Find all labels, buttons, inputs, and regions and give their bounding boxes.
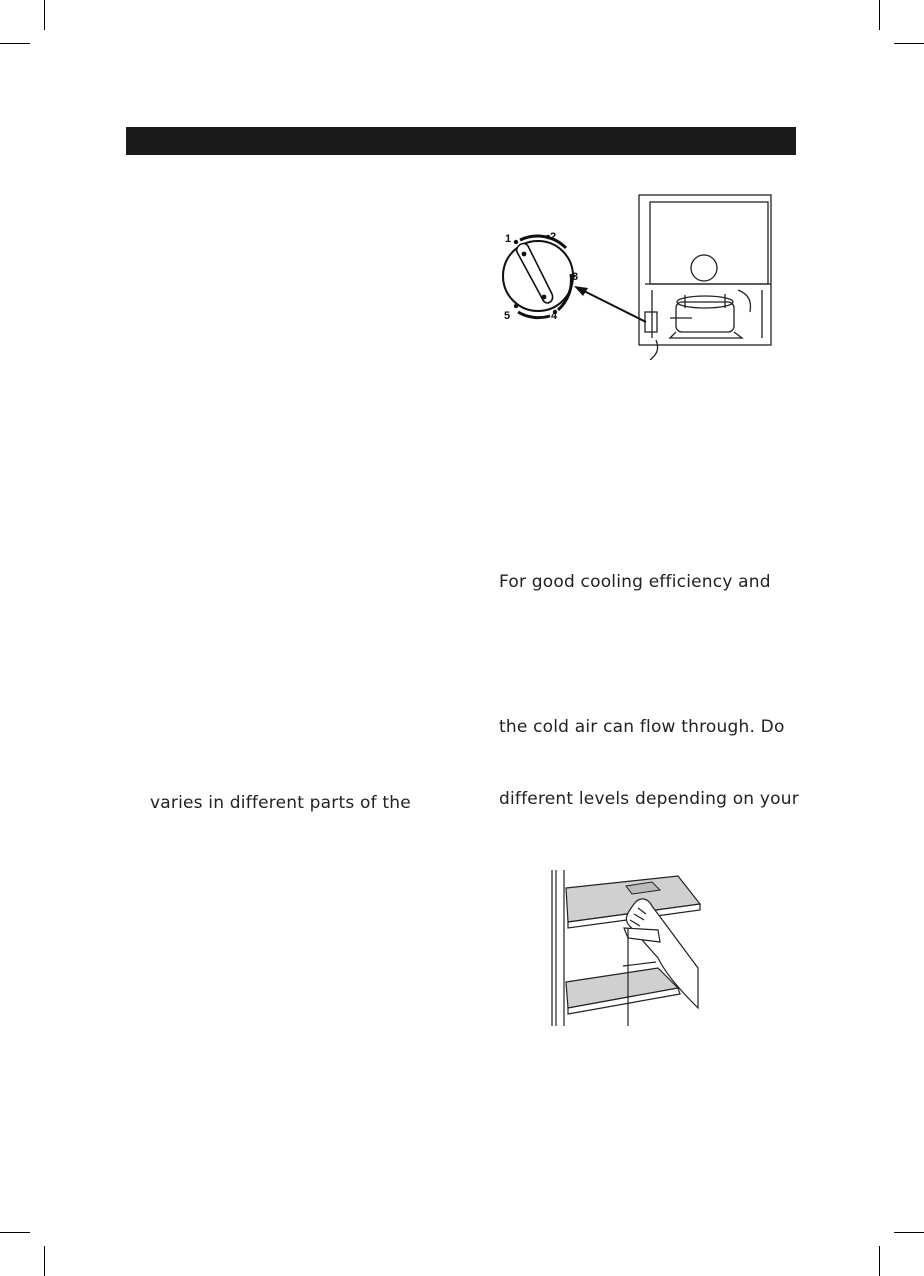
shelf-adjust-figure xyxy=(548,868,708,1030)
crop-mark-bottom-left-h xyxy=(0,1232,30,1233)
right-text-line-2: the cold air can flow through. Do xyxy=(499,717,785,737)
crop-mark-bottom-right-h xyxy=(894,1232,924,1233)
dial-label-5: 5 xyxy=(504,310,511,322)
dial-label-1: 1 xyxy=(505,233,512,245)
crop-mark-top-left-h xyxy=(0,43,30,44)
crop-mark-top-right-v xyxy=(879,0,880,30)
dial-label-2: 2 xyxy=(550,231,557,243)
right-text-line-1: For good cooling efficiency and xyxy=(499,572,771,592)
thermostat-figure xyxy=(480,190,780,360)
dial-label-4: 4 xyxy=(551,310,558,322)
fridge-back-illustration xyxy=(639,195,771,360)
thermostat-dial xyxy=(503,231,578,322)
dial-label-3: 3 xyxy=(572,271,579,283)
section-header-bar xyxy=(126,127,796,155)
lower-shelf xyxy=(566,962,680,1014)
crop-mark-bottom-right-v xyxy=(879,1246,880,1276)
right-text-line-3: different levels depending on your xyxy=(499,789,799,809)
pointer-arrow xyxy=(574,286,646,322)
crop-mark-top-left-v xyxy=(44,0,45,30)
crop-mark-bottom-left-v xyxy=(44,1246,45,1276)
left-text-line: varies in different parts of the xyxy=(150,793,411,813)
crop-mark-top-right-h xyxy=(894,43,924,44)
